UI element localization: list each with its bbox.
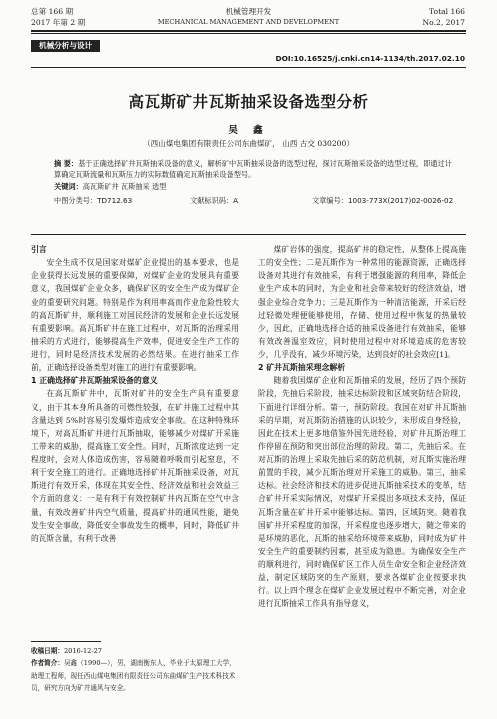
issue-total: 总第 166 期 bbox=[31, 7, 74, 16]
footnote bbox=[31, 645, 239, 695]
body-paragraph: 在高瓦斯矿井中，瓦斯对矿井的安全生产具有重要意义，由于其本身所具备的可燃性较强，在矿井施工过程中其含量达到 5%时容易引发爆炸造成安全事故。在这种特殊环境下，对高瓦斯矿井进行瓦斯抽取，能够减少对煤矿开采施工带来的威胁，提高施工安全性。同时，瓦斯浓度达到一定程度时，会对人体造成伤害，容易随着呼吸而引起窒息，不利于安全施工的进行。正确地选择矿井瓦斯抽采设备，对瓦斯进行有效开采，体现在其安全性、经济效益和社会效益三个方面的意义：一是有利于有效控制矿井内瓦斯在空气中含量，有效改善矿井内空气质量，提高矿井的通风性能，避免发生安全事故，降低安全事故发生的概率，同时，降低矿井的瓦斯含量，有利于改善 bbox=[31, 389, 239, 543]
keywords bbox=[54, 181, 452, 192]
keywords-label: 关键词： bbox=[54, 181, 83, 191]
clc-number: 中图分类号：TD712.63 bbox=[54, 196, 133, 205]
abstract-block bbox=[54, 158, 452, 192]
abstract-label: 摘 要： bbox=[54, 159, 79, 168]
abstract bbox=[54, 158, 452, 181]
received-label: 收稿日期： bbox=[31, 647, 64, 655]
header-rule-thin bbox=[31, 33, 466, 34]
issue-year: 2017 年第 2 期 bbox=[31, 18, 86, 27]
body-paragraph: 煤矿岩体的强度，提高矿井的稳定性，从整体上提高施工的安全性；二是瓦斯作为一种常用的能源资源，正确选择设备对其进行有效抽采，有利于增强能源的利用率，降低企业生产成本的同时，为企业和社会带来较好的经济效益，增强企业综合竞争力；三是瓦斯作为一种清洁能源，开采后经过轻微处理便能够使用，存储、使用过程中恢复的热量较少，因此，正确地选择合适的抽采设备进行有效抽采，能够有效改善温室效应，同时使用过程中对环境造成的危害较少，几乎没有，减少环境污染，达到良好的社会效应[1]。 bbox=[258, 245, 466, 359]
document-code: 文献标识码：A bbox=[190, 196, 239, 205]
article-number: 文章编号：1003-773X(2017)02-0026-02 bbox=[312, 196, 454, 205]
received-date bbox=[31, 645, 239, 657]
bio-text: 吴鑫（1990—），男，湖南衡东人，毕业于太原理工大学，助理工程师，现任西山煤电集团有限责任公司东曲煤矿生产技术科技术员，研究方向为矿井通风与安全。 bbox=[31, 659, 236, 693]
author-affiliation: （西山煤电集团有限责任公司东曲煤矿， 山西 古交 030200） bbox=[143, 139, 354, 148]
issue-total-en: Total 166 bbox=[429, 7, 465, 16]
journal-name-en: MECHANICAL MANAGEMENT AND DEVELOPMENT bbox=[157, 18, 340, 26]
author-bio bbox=[31, 657, 239, 694]
issue-info-en bbox=[423, 6, 465, 28]
body-column-right bbox=[258, 243, 466, 611]
bio-label: 作者简介： bbox=[31, 659, 64, 668]
doi: DOI:10.16525/j.cnki.cn14-1134/th.2017.02.10 bbox=[275, 54, 465, 63]
body-paragraph: 随着我国煤矿企业和瓦斯抽采的发展，经历了四个预防阶段，先抽后采阶段，抽采达标阶段和区域突防结合阶段，下面进行详细分析。第一，预防阶段。我国在对矿井瓦斯抽采的早期，对瓦斯防治措施的认识较少，未形成自身经验，因此在技术上更多地借鉴外国先进经验，对矿井瓦斯治理工作停留在预防和突出部位治理的阶段。第二，先抽后采。在对瓦斯的治理上采取先抽后采的防范机制，对瓦斯实施治理前置的手段，减少瓦斯治理对开采施工的威胁。第三，抽采达标。社会经济和技术的进步促进瓦斯抽采技术的变革，结合矿井开采实际情况，对煤矿开采提出多项技术支持，保证瓦斯含量在矿井开采中能够达标。第四，区域防突。随着我国矿井开采程度的加深，开采程度也逐步增大，随之带来的是环境的恶化，瓦斯的抽采给环境带来威胁，同时成为矿井安全生产的重要制约因素，甚至成为隐患。为确保安全生产的顺利进行，同时确保矿区工作人员生命安全和企业经济效益，制定区域防突的生产原则，要求各煤矿企业按要求执行。以上四个理念在煤矿企业发展过程中不断完善，对企业进行瓦斯抽采工作具有指导意义， bbox=[258, 376, 466, 609]
section-heading: 2 矿井瓦斯抽采理念解析 bbox=[258, 363, 346, 373]
article-title: 高瓦斯矿井瓦斯抽采设备选型分析 bbox=[128, 93, 369, 111]
issue-number-en: No.2, 2017 bbox=[422, 18, 465, 27]
keywords-text: 高瓦斯矿井 瓦斯抽采 选型 bbox=[82, 181, 167, 191]
received-value: 2016-12-27 bbox=[63, 647, 102, 655]
header-rule bbox=[31, 30, 466, 32]
section-heading: 引言 bbox=[31, 245, 47, 254]
abstract-text: 基于正确选择矿井瓦斯抽采设备的意义，解析矿中瓦斯抽采设备的选型过程，探讨瓦斯抽采设备的选型过程，即通过计算确定瓦斯流量和瓦斯压力的实际数值确定瓦斯抽采设备型号。 bbox=[54, 159, 452, 180]
section-heading: 1 正确选择矿井瓦斯抽采设备的意义 bbox=[31, 376, 158, 386]
footnote-rule bbox=[31, 641, 101, 642]
section-tag: 机械分析与设计 bbox=[31, 40, 100, 52]
journal-name-cn: 机械管理开发 bbox=[225, 7, 272, 16]
body-rule bbox=[31, 234, 466, 235]
body-paragraph: 安全生成不仅是国家对煤矿企业提出的基本要求，也是企业获得长远发展的重要保障，对煤矿企业的发展具有重要意义，我国煤矿企业众多，确保矿区的安全生产成为煤矿企业的重要研究问题。特别是作为利用率高而作业危险性较大的高瓦斯矿井，顺利施工对国民经济的发展和企业长远发展有重要影响。高瓦斯矿井在施工过程中，对瓦斯的治理采用抽采的方式进行，能够提高生产效率，促进安全生产工作的进行，同时是经济技术发展的必然结果。在进行抽采工作前，正确选择设备类型对施工的进行有重要影响。 bbox=[31, 258, 239, 373]
body-column-left bbox=[31, 243, 239, 545]
doi-rule bbox=[31, 67, 466, 68]
author-name: 吴 鑫 bbox=[228, 125, 269, 136]
